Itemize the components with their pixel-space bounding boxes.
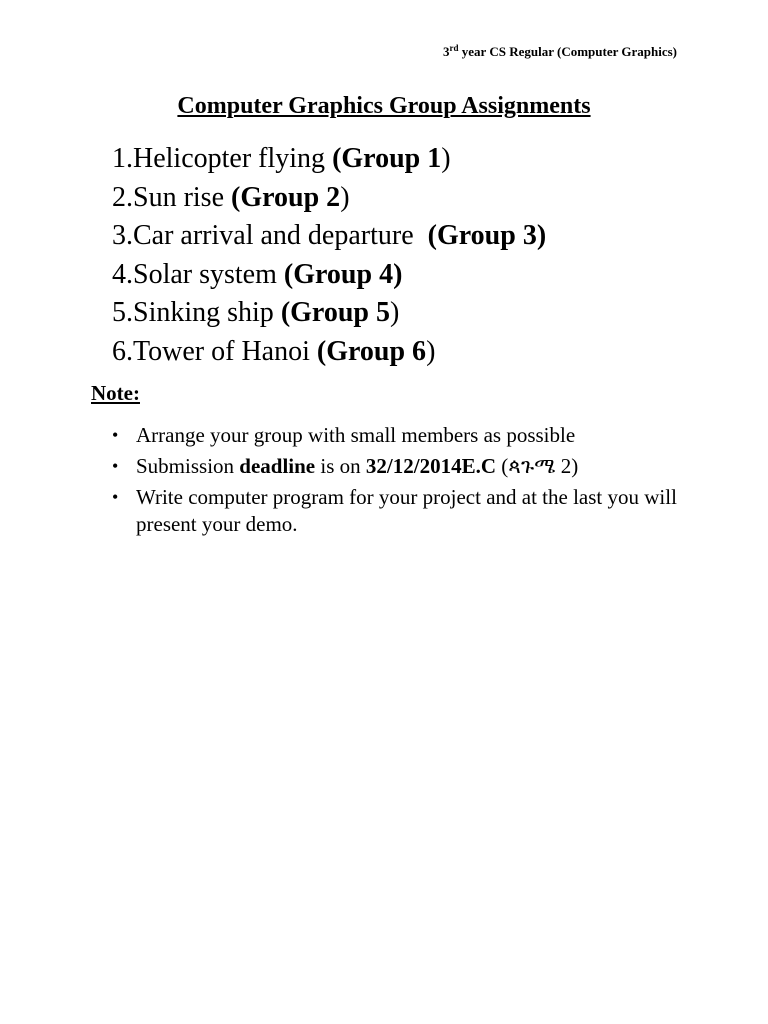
group-close-paren: )	[426, 335, 436, 367]
course-header-text: year CS Regular (Computer Graphics)	[458, 44, 677, 59]
note-list	[112, 422, 702, 542]
group-label: Group 5	[290, 297, 390, 329]
assignment-topic: 4.Solar system	[112, 258, 284, 290]
note-text-submission: Submission	[136, 454, 240, 478]
assignment-topic: 3.Car arrival and departure	[112, 220, 428, 252]
group-close-paren: )	[393, 258, 403, 290]
group-close-paren: )	[340, 181, 350, 213]
assignment-list	[112, 140, 546, 372]
deadline-date: 32/12/2014E.C	[365, 454, 496, 478]
note-heading: Note:	[91, 381, 140, 405]
group-label: Group 4	[293, 258, 394, 290]
group-close-paren: )	[441, 143, 451, 174]
group-open-paren: (	[280, 297, 291, 329]
assignment-item	[112, 294, 546, 333]
assignment-topic: 5.Sinking ship	[112, 297, 281, 329]
group-open-paren: (	[332, 143, 342, 174]
course-year-number: 3	[443, 44, 450, 59]
group-close-paren: )	[390, 297, 400, 329]
assignment-item	[112, 179, 546, 218]
group-label: Group 3	[436, 220, 537, 252]
document-title: Computer Graphics Group Assignments	[177, 93, 591, 119]
course-year-suffix: rd	[449, 43, 459, 53]
assignment-topic: 1.Helicopter flying	[112, 143, 333, 174]
group-open-paren: (	[427, 220, 437, 252]
note-text-is-on: is on	[315, 454, 366, 478]
assignment-item	[112, 333, 546, 372]
assignment-item	[112, 140, 546, 179]
bullet-icon: •	[112, 425, 119, 445]
group-label: Group 2	[240, 181, 341, 213]
group-close-paren: )	[536, 220, 547, 252]
note-item	[112, 422, 702, 449]
note-item	[112, 453, 702, 480]
note-item	[112, 484, 702, 538]
group-label: Group 6	[326, 335, 427, 367]
assignment-item	[112, 217, 546, 256]
course-header	[443, 44, 677, 60]
assignment-topic: 2.Sun rise	[112, 181, 231, 213]
note-text: Write computer program for your project and at the last you will present your demo.	[136, 485, 677, 536]
note-text-deadline: deadline	[239, 454, 316, 478]
group-label: Group 1	[341, 143, 442, 174]
group-open-paren: (	[231, 181, 241, 213]
assignment-topic: 6.Tower of Hanoi	[112, 335, 317, 367]
bullet-icon: •	[112, 487, 119, 507]
assignment-item	[112, 256, 546, 295]
note-text: Arrange your group with small members as possible	[136, 423, 576, 447]
bullet-icon: •	[112, 456, 119, 476]
deadline-local-date: (ጳጉሜ 2)	[496, 454, 579, 478]
group-open-paren: (	[283, 258, 294, 290]
group-open-paren: (	[316, 335, 327, 367]
